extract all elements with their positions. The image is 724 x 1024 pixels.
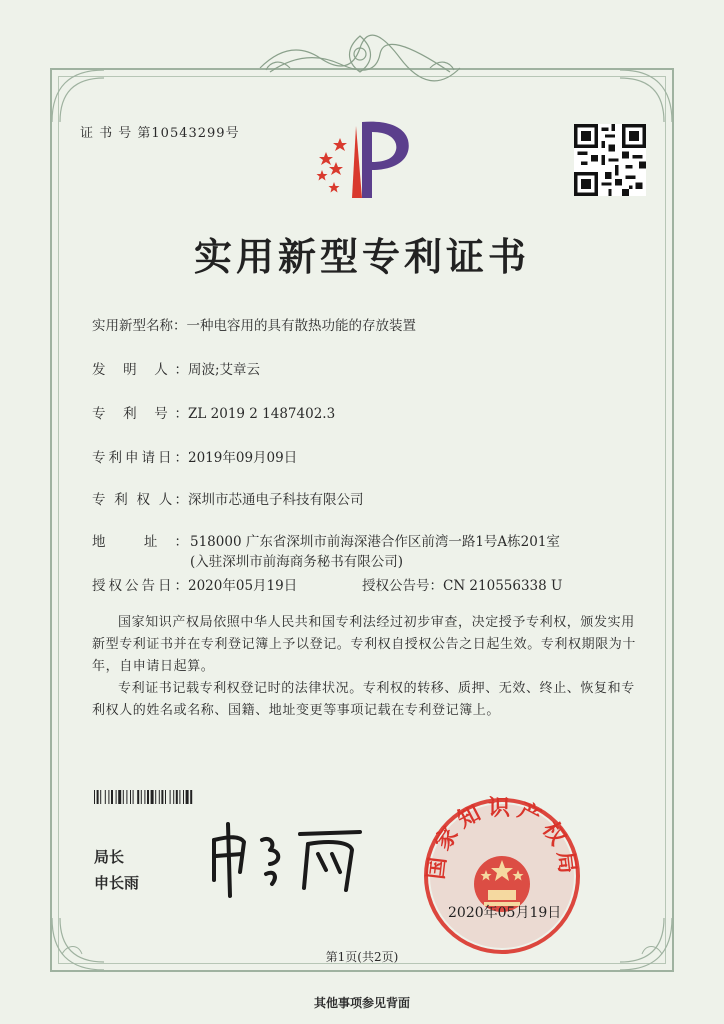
- field-application-date: 专利申请日：2019年09月09日: [92, 450, 298, 466]
- corner-ornament-top-left: [48, 66, 108, 126]
- issue-date: 2020年05月19日: [448, 905, 562, 921]
- corner-ornament-bottom-right: [616, 914, 676, 974]
- signature-title: 局长: [94, 848, 125, 866]
- body-paragraph-1: 国家知识产权局依照中华人民共和国专利法经过初步审查，决定授予专利权，颁发实用新型专利证书并在专利登记簿上予以登记。专利权自授权公告之日起生效。专利权期限为十年，自申请日起算。: [92, 615, 637, 674]
- field-address-label: 地 址：: [92, 534, 188, 550]
- body-paragraph-2: 专利证书记载专利权登记时的法律状况。专利权的转移、质押、无效、终止、恢复和专利权人的姓名或名称、国籍、地址变更等事项记载在专利登记簿上。: [92, 681, 635, 718]
- certificate-number: 证 书 号 第10543299号: [80, 126, 240, 141]
- field-patent-number: 专 利 号：ZL 2019 2 1487402.3: [92, 406, 336, 422]
- field-grant-date: 授权公告日：2020年05月19日: [92, 578, 298, 594]
- corner-ornament-top-right: [616, 66, 676, 126]
- page-number: 第1页(共2页): [325, 950, 399, 964]
- field-inventor: 发 明 人：周波;艾章云: [92, 362, 261, 378]
- seal-text: 国家知识产权局: [423, 796, 581, 881]
- patent-office-logo-icon: [300, 112, 420, 204]
- page-title: 实用新型专利证书: [193, 234, 530, 279]
- field-utility-model-name: 实用新型名称：一种电容用的具有散热功能的存放装置: [92, 318, 416, 334]
- top-ornament: [250, 28, 470, 88]
- barcode-icon: [94, 790, 274, 804]
- signature-name: 申长雨: [94, 874, 140, 892]
- official-seal-icon: [422, 796, 582, 956]
- handwritten-signature: [200, 810, 370, 900]
- footer-note: 其他事项参见背面: [313, 996, 410, 1010]
- field-patentee: 专 利 权 人：深圳市芯通电子科技有限公司: [92, 492, 364, 508]
- field-grant-number: 授权公告号：CN 210556338 U: [362, 578, 563, 594]
- field-address-value: 518000 广东省深圳市前海深港合作区前湾一路1号A栋201室(入驻深圳市前海商务秘书有限公司): [190, 534, 560, 570]
- qr-code-icon: [574, 124, 646, 196]
- corner-ornament-bottom-left: [48, 914, 108, 974]
